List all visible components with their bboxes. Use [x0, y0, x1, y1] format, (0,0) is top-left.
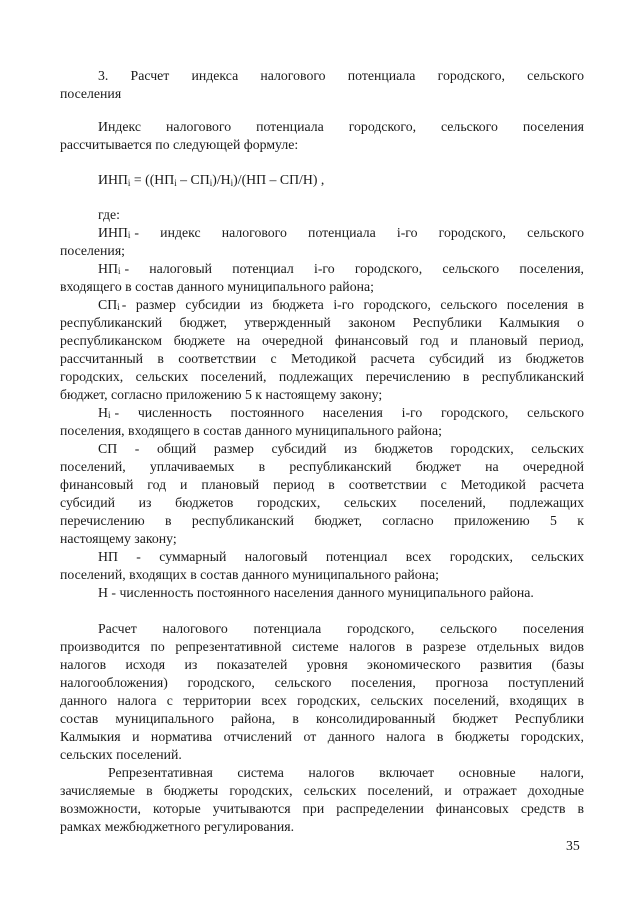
def-sp-line-2: республиканский бюджет, утвержденный законом Республики Калмыкия о — [60, 315, 584, 330]
def-sp-line-1: СП i - размер субсидии из бюджета i-го городского, сельского поселения в — [98, 297, 584, 312]
def-spt-line-5: перечислению в республиканский бюджет, согласно приложению 5 к — [60, 513, 584, 528]
para1-line-1: Расчет налогового потенциала городского, сельского поселения — [98, 621, 584, 636]
section-heading-line-1: 3. Расчет индекса налогового потенциала городского, сельского — [98, 68, 584, 83]
para2-line-3: возможности, которые учитываются при распределении финансовых средств в — [60, 801, 584, 816]
section-heading-line-2: поселения — [60, 86, 122, 101]
def-np-line-1: НП i - налоговый потенциал i-го городского, сельского поселения, — [98, 261, 584, 276]
def-np-line-2: входящего в состав данного муниципального района; — [60, 279, 374, 294]
def-inp-line-2: поселения; — [60, 243, 125, 258]
def-spt-line-6: настоящему закону; — [60, 531, 177, 546]
def-spt-line-2: поселений, уплачиваемых в республиканский бюджет на очередной — [60, 459, 584, 474]
para1-line-6: состав муниципального района, в консолидированный бюджет Республики — [60, 711, 584, 726]
para1-line-5: данного налога с территории всех городских, сельских поселений, входящих в — [60, 693, 584, 708]
intro-line-1: Индекс налогового потенциала городского, сельского поселения — [98, 119, 584, 134]
def-npt-line-2: поселений, входящих в состав данного муниципального района; — [60, 567, 439, 582]
def-sp-line-3: республиканском бюджете на очередной финансовый год и плановый период, — [60, 333, 584, 348]
def-npt-line-1: НП - суммарный налоговый потенциал всех городских, сельских — [98, 549, 584, 564]
para2-line-2: зачисляемые в бюджеты городских, сельских поселений, и отражает доходные — [60, 783, 584, 798]
def-nt-line-1: Н - численность постоянного населения данного муниципального района. — [98, 585, 534, 600]
para1-line-3: налогов исходя из показателей уровня экономического развития (базы — [60, 657, 584, 672]
intro-line-2: рассчитывается по следующей формуле: — [60, 137, 299, 152]
page-number: 35 — [566, 838, 580, 853]
where-label: где: — [98, 207, 120, 222]
def-inp-line-1: ИНП i - индекс налогового потенциала i-го городского, сельского — [98, 225, 584, 240]
para1-line-4: налогообложения) городского, сельского поселения, прогноза поступлений — [60, 675, 584, 690]
def-n-line-2: поселения, входящего в состав данного муниципального района; — [60, 423, 442, 438]
para1-line-8: сельских поселений. — [60, 747, 182, 762]
def-spt-line-1: СП - общий размер субсидий из бюджетов городских, сельских — [98, 441, 584, 456]
formula: ИНПi = ((НПi – СПi)/Нi)/(НП – СП/Н) , — [98, 172, 325, 188]
def-n-line-1: Н i - численность постоянного населения i-го городского, сельского — [98, 405, 584, 420]
def-spt-line-3: финансовый год и плановый период в соответствии с Методикой расчета — [60, 477, 584, 492]
para1-line-7: Калмыкия и норматива отчислений от данного налога в бюджеты городских, — [60, 729, 584, 744]
def-sp-line-6: бюджет, согласно приложению 5 к настоящему закону; — [60, 387, 383, 402]
def-sp-line-4: рассчитанный в соответствии с Методикой расчета субсидий из бюджетов — [60, 351, 584, 366]
def-sp-line-5: городских, сельских поселений, подлежащих перечислению в республиканский — [60, 369, 584, 384]
para2-line-4: рамках межбюджетного регулирования. — [60, 819, 295, 834]
para1-line-2: производится по репрезентативной системе налогов в разрезе отдельных видов — [60, 639, 584, 654]
para2-line-1: Репрезентативная система налогов включает основные налоги, — [108, 765, 584, 780]
def-spt-line-4: субсидий из бюджетов городских, сельских поселений, подлежащих — [60, 495, 584, 510]
